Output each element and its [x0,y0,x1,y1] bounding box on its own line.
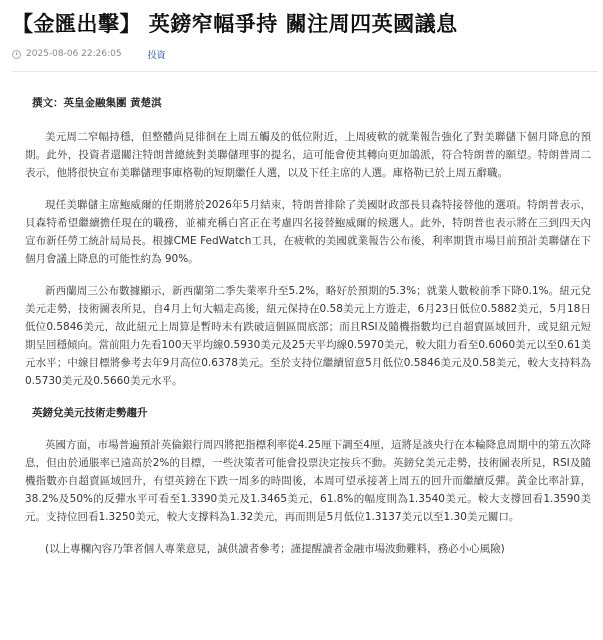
clock-icon [12,50,21,59]
publish-timestamp: 2025-08-06 22:26:05 [26,49,122,59]
category-link[interactable]: 投資 [147,50,166,61]
article-body [25,94,591,558]
disclaimer: (以上專欄內容乃筆者個人專業意見，誠供讀者參考；謹提醒讀者金融市場波動難料，務必小心風險) [45,543,505,555]
paragraph: 新西蘭周三公布數據顯示，新西蘭第二季失業率升至5.2%，略好於預期的5.3%；就業人數較前季下降0.1%。紐元兌美元走勢，技術圖表所見，自4月上旬大幅走高後，紐元保持在0.58美元上方遊走，6月23日低位0.5882美元，5月18日低位0.5846美元，故此紐元上周算是暫時未有跌破這個區間底部；而且RSI及隨機指數均已自超賣區域回升，或見紐元短期呈回穩傾向。當前阻力先看100天平均線0.5930美元及25天平均線0.5970美元，較大阻力看至0.6060美元以至0.61美元水平；中線目標將參考去年9月高位0.6378美元。至於支持位繼續留意5月低位0.5846美元及0.58美元，較大支持料為0.5730美元及0.5660美元水平。 [25,285,591,387]
article-meta [12,46,166,62]
section-subheading: 英鎊兌美元技術走勢趨升 [32,407,148,419]
paragraph: 英國方面，市場普遍預計英倫銀行周四將把指標利率從4.25厘下調至4厘，這將是該央行在本輪降息周期中的第五次降息，但由於通脹率已遠高於2%的目標，一些決策者可能會投票決定按兵不動。英鎊兌美元走勢，技術圖表所見，RSI及隨機指數亦自超賣區域回升，有望英鎊在下跌一周多的時間後，本周可望承接著上周五的回升而繼續反彈。黃金比率計算，38.2%及50%的反彈水平可看至1.3390美元及1.3465美元，61.8%的幅度則為1.3540美元。較大支撐回看1.3590美元。支持位回看1.3250美元，較大支撐料為1.32美元，再而則是5月低位1.3137美元以至1.30美元關口。 [25,439,591,523]
header-divider [12,71,598,72]
article-title: 【金匯出擊】 英鎊窄幅爭持 關注周四英國議息 [12,12,458,36]
paragraph: 現任美聯儲主席鮑威爾的任期將於2026年5月結束，特朗普排除了美國財政部長貝森特接替他的選項。特朗普表示，貝森特希望繼續擔任現在的職務，並補充稱白宮正在考慮四名接替鮑威爾的候選人。此外，特朗普也表示將在三到四天內宣布新任勞工統計局局長。根據CME FedWatch工具，在疲軟的美國就業報告公布後，利率期貨市場目前預計美聯儲在下個月會議上降息的可能性約為 90%。 [25,199,591,265]
paragraph: 美元周二窄幅持穩，但整體尚見徘徊在上周五觸及的低位附近，上周疲軟的就業報告強化了對美聯儲下個月降息的預期。此外，投資者還關注特朗普總統對美聯儲理事的提名，這可能會使其轉向更加鴿派，符合特朗普的願望。特朗普周二表示，他將很快宣布美聯儲理事庫格勒的短期繼任人選，以及下任主席的人選。庫格勒已於上周五辭職。 [25,131,591,179]
author-line: 撰文：英皇金融集團 黄楚淇 [32,97,162,109]
